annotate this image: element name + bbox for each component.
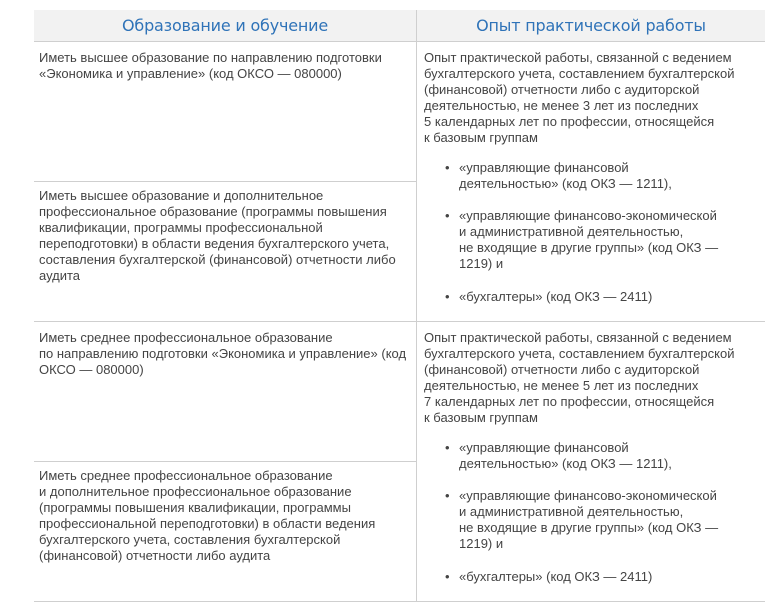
column-divider	[416, 10, 417, 602]
list-item	[445, 488, 749, 552]
table-bottom-border	[34, 601, 765, 602]
row2-education-additional: Иметь среднее профессиональное образование и дополнительное профессиональное образование (программы повышения квалификации, программы профессиональной переподготовки) в области ведения бухгалтерского учета, составления бухгалтерской (финансовой) отчетности либо аудита	[39, 468, 376, 563]
bullet-icon: •	[445, 440, 450, 455]
row1-inner-divider	[34, 181, 416, 182]
row1-education-additional: Иметь высшее образование и дополнительное профессиональное образование (программы повышения квалификации, программы профессиональной переподготовки) в области ведения бухгалтерского учета, составления бухгалтерской (финансовой) отчетности либо аудита	[39, 188, 396, 283]
list-item	[445, 440, 749, 472]
row2-education-secondary: Иметь среднее профессиональное образование по направлению подготовки «Экономика и управление» (код ОКСО — 080000)	[39, 330, 407, 377]
list-item	[445, 160, 749, 192]
group-text: «бухгалтеры» (код ОКЗ — 2411)	[459, 289, 653, 304]
header-experience: Опыт практической работы	[476, 16, 706, 35]
bullet-icon: •	[445, 488, 450, 503]
bullet-icon: •	[445, 160, 450, 175]
list-item	[445, 569, 749, 585]
group-text: «управляющие финансовой деятельностью» (код ОКЗ — 1211),	[459, 160, 672, 191]
row-divider	[34, 321, 765, 322]
row1-experience-intro: Опыт практической работы, связанной с ведением бухгалтерского учета, составлением бухгалтерской (финансовой) отчетности либо с аудиторской деятельностью, не менее 3 лет из последних 5 календарных лет по профессии, относящейся к базовым группам	[424, 50, 735, 145]
row2-experience-intro: Опыт практической работы, связанной с ведением бухгалтерского учета, составлением бухгалтерской (финансовой) отчетности либо с аудиторской деятельностью, не менее 5 лет из последних 7 календарных лет по профессии, относящейся к базовым группам	[424, 330, 735, 425]
group-text: «бухгалтеры» (код ОКЗ — 2411)	[459, 569, 653, 584]
group-text: «управляющие финансово-экономической и административной деятельностью, не входящие в другие группы» (код ОКЗ — 1219) и	[459, 488, 719, 551]
bullet-icon: •	[445, 289, 450, 304]
group-text: «управляющие финансово-экономической и административной деятельностью, не входящие в другие группы» (код ОКЗ — 1219) и	[459, 208, 719, 271]
group-text: «управляющие финансовой деятельностью» (код ОКЗ — 1211),	[459, 440, 672, 471]
table-header	[34, 10, 765, 42]
list-item	[445, 208, 749, 272]
row2-inner-divider	[34, 461, 416, 462]
list-item	[445, 289, 749, 305]
row1-education-higher: Иметь высшее образование по направлению подготовки «Экономика и управление» (код ОКСО — 080000)	[39, 50, 382, 81]
bullet-icon: •	[445, 208, 450, 223]
header-education: Образование и обучение	[122, 16, 328, 35]
bullet-icon: •	[445, 569, 450, 584]
